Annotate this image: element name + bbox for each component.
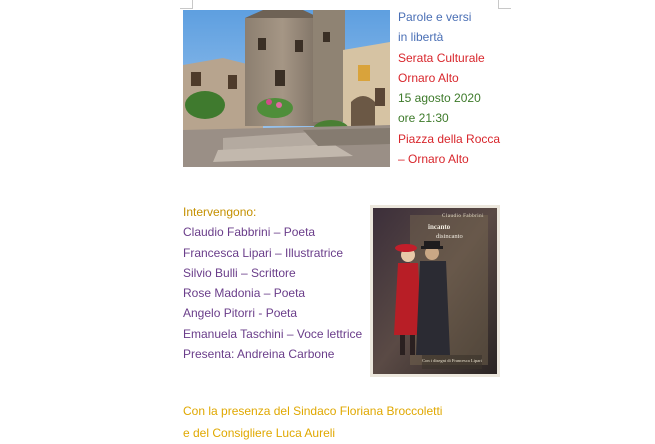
- speaker-item: Claudio Fabbrini – Poeta: [183, 222, 362, 242]
- event-place-line1: Piazza della Rocca: [398, 129, 500, 149]
- book-title-b: disincanto: [436, 233, 463, 240]
- book-author: Claudio Fabbrini: [442, 214, 484, 219]
- speaker-item: Presenta: Andreina Carbone: [183, 344, 362, 364]
- event-subtitle-line2: Ornaro Alto: [398, 68, 500, 88]
- castle-courtyard-photo: [183, 10, 390, 167]
- event-title-line1: Parole e versi: [398, 7, 500, 27]
- book-credit-line1: Con i disegni di Francesca Lipari: [422, 358, 483, 363]
- speaker-item: Angelo Pitorri - Poeta: [183, 303, 362, 323]
- speaker-item: Rose Madonia – Poeta: [183, 283, 362, 303]
- closing-line1: Con la presenza del Sindaco Floriana Broccoletti: [183, 401, 442, 423]
- event-title-line2: in libertà: [398, 27, 500, 47]
- speakers-list: [183, 202, 362, 364]
- speaker-item: Silvio Bulli – Scrittore: [183, 263, 362, 283]
- speaker-item: Francesca Lipari – Illustratrice: [183, 243, 362, 263]
- event-info: [398, 7, 500, 169]
- speakers-heading: Intervengono:: [183, 202, 362, 222]
- page-corner-mark-left: [180, 0, 193, 9]
- book-title-a: incanto: [428, 223, 451, 231]
- event-date: 15 agosto 2020: [398, 88, 500, 108]
- event-time: ore 21:30: [398, 108, 500, 128]
- closing-line2: e del Consigliere Luca Aureli: [183, 423, 442, 444]
- speaker-item: Emanuela Taschini – Voce lettrice: [183, 324, 362, 344]
- book-cover-image: [370, 205, 500, 377]
- event-subtitle-line1: Serata Culturale: [398, 48, 500, 68]
- event-place-line2: – Ornaro Alto: [398, 149, 500, 169]
- closing-note: [183, 401, 442, 444]
